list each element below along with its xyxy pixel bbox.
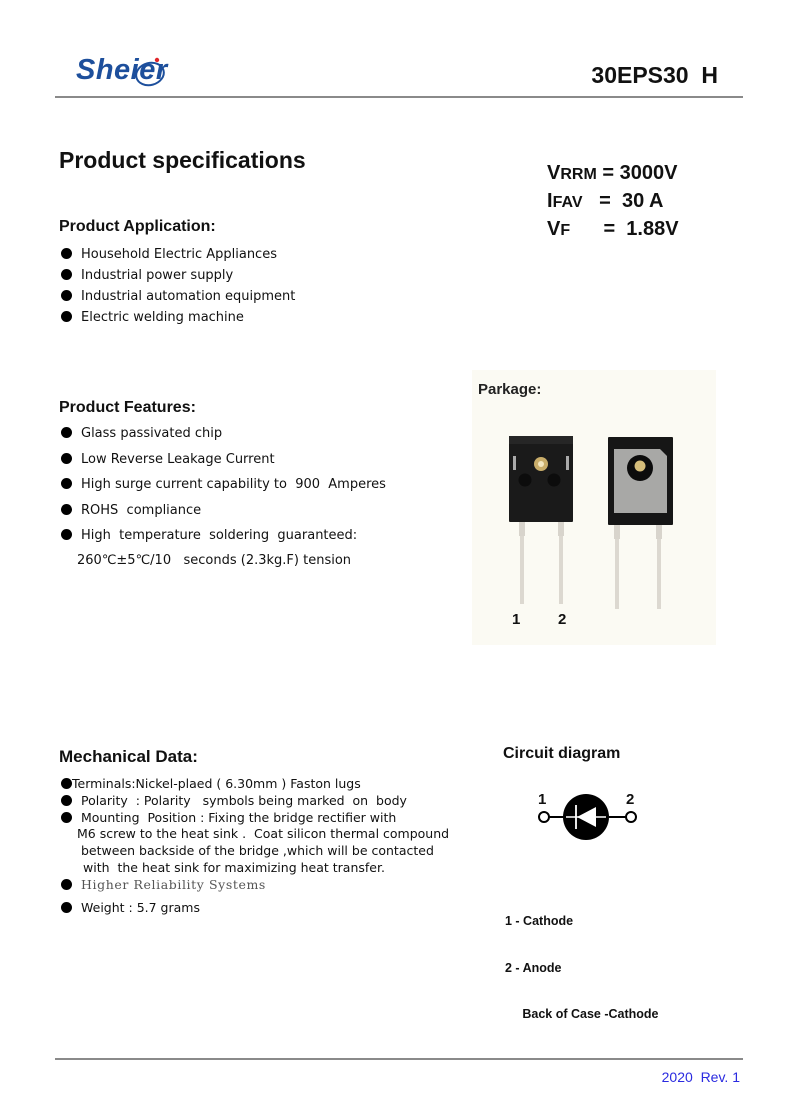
bullet-icon xyxy=(61,902,72,913)
list-item-continuation xyxy=(59,843,449,860)
bullet-icon xyxy=(61,478,72,489)
features-heading: Product Features: xyxy=(59,399,196,416)
pin-legend xyxy=(505,883,659,1038)
list-item: Industrial power supply xyxy=(59,267,295,288)
bullet-icon xyxy=(61,795,72,806)
list-item-text: Mounting Position : Fixing the bridge rectifier with xyxy=(81,809,397,825)
bullet-icon xyxy=(61,290,72,301)
circuit-diagram xyxy=(530,785,650,850)
brand-logo xyxy=(74,52,194,96)
circuit-heading: Circuit diagram xyxy=(503,745,621,762)
circuit-pin-1: 1 xyxy=(538,791,547,808)
package-heading: Parkage: xyxy=(478,381,542,398)
header-divider xyxy=(55,96,743,98)
list-item-text: with the heat sink for maximizing heat transfer. xyxy=(83,859,385,875)
list-item-text: Terminals:Nickel-plaed ( 6.30mm ) Faston lugs xyxy=(72,776,361,791)
bullet-icon xyxy=(61,778,72,789)
to247-package-image xyxy=(472,370,716,645)
list-item-continuation xyxy=(59,826,449,843)
logo-text: Sheier xyxy=(76,54,168,86)
list-item: High temperature soldering guaranteed: xyxy=(59,527,386,553)
application-list xyxy=(59,246,295,330)
legend-item: 2 - Anode xyxy=(505,960,562,975)
circuit-pin-2: 2 xyxy=(626,791,635,808)
list-item: ROHS compliance xyxy=(59,502,386,528)
list-item xyxy=(59,877,449,894)
list-item xyxy=(59,793,449,810)
list-item: Electric welding machine xyxy=(59,309,295,330)
bullet-icon xyxy=(61,504,72,515)
bullet-icon xyxy=(61,427,72,438)
list-item-text: Weight : 5.7 grams xyxy=(81,899,200,915)
list-item-continuation xyxy=(59,860,449,877)
list-item: Industrial automation equipment xyxy=(59,288,295,309)
bullet-icon xyxy=(61,311,72,322)
list-item: Low Reverse Leakage Current xyxy=(59,451,386,477)
part-number: 30EPS30 H xyxy=(591,62,718,88)
list-item xyxy=(59,900,449,917)
list-item-text: Polarity : Polarity symbols being marked on body xyxy=(81,792,407,808)
rating-value: 1.88V xyxy=(626,218,679,240)
list-item-text: M6 screw to the heat sink . Coat silicon thermal compound xyxy=(77,826,450,842)
legend-item: Back of Case -Cathode xyxy=(505,1007,659,1021)
package-front xyxy=(509,436,573,604)
revision-label: 2020 Rev. 1 xyxy=(661,1069,740,1085)
rating-value: 3000V xyxy=(619,162,678,184)
list-item-text: Higher Reliability Systems xyxy=(81,876,266,892)
package-back xyxy=(608,437,673,609)
list-item: High surge current capability to 900 Amperes xyxy=(59,476,386,502)
feature-continuation: 260℃±5℃/10 seconds (2.3kg.F) tension xyxy=(77,553,352,568)
list-item xyxy=(59,776,449,793)
rating-vrrm xyxy=(547,160,679,188)
legend-item: 1 - Cathode xyxy=(505,914,574,928)
list-item: Glass passivated chip xyxy=(59,425,386,451)
list-item xyxy=(59,810,449,827)
list-item: Household Electric Appliances xyxy=(59,246,295,267)
bullet-icon xyxy=(61,812,72,823)
mechanical-heading: Mechanical Data: xyxy=(59,747,198,766)
features-list xyxy=(59,425,386,553)
application-heading: Product Application: xyxy=(59,218,216,235)
bullet-icon xyxy=(61,453,72,464)
bullet-icon xyxy=(61,879,72,890)
rating-symbol: VF xyxy=(547,218,571,240)
rating-value: 30 A xyxy=(621,190,664,212)
pin-label-2: 2 xyxy=(558,611,567,628)
bullet-icon xyxy=(61,529,72,540)
list-item-text: between backside of the bridge ,which will be contacted xyxy=(81,843,434,859)
package-photo xyxy=(472,370,716,645)
mechanical-list xyxy=(59,776,449,916)
rating-equals: = xyxy=(582,190,622,212)
rating-equals: = xyxy=(570,218,627,240)
bullet-icon xyxy=(61,248,72,259)
rating-symbol: VRRM xyxy=(547,162,597,184)
key-ratings xyxy=(547,160,679,244)
rating-vf xyxy=(547,216,679,244)
rating-ifav xyxy=(547,188,679,216)
page-title: Product specifications xyxy=(59,147,306,173)
rating-equals: = xyxy=(596,162,620,184)
pin-label-1: 1 xyxy=(512,611,521,628)
footer-divider xyxy=(55,1058,743,1060)
bullet-icon xyxy=(61,269,72,280)
rating-symbol: IFAV xyxy=(547,190,583,212)
